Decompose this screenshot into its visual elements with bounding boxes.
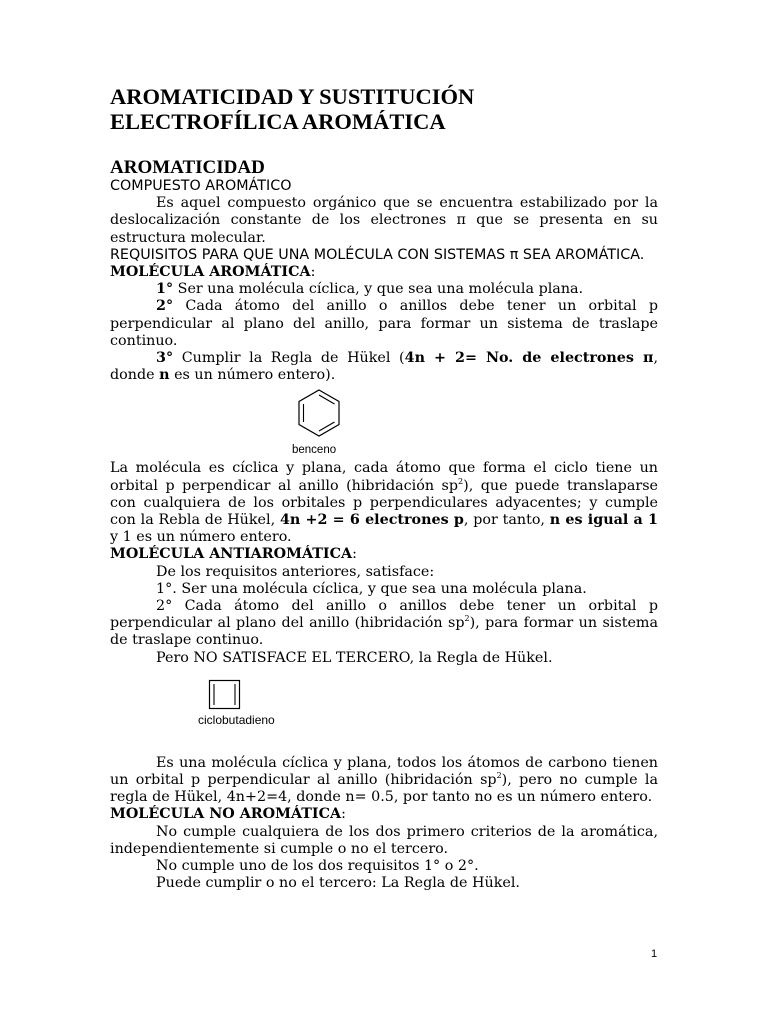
cyclobutadiene-caption: ciclobutadieno [198,712,275,727]
cyclobutadiene-figure [110,667,658,755]
aromatic-molecule-heading: MOLÉCULA AROMÁTICA: [110,264,316,281]
requirement-1: 1° Ser una molécula cíclica, y que sea una molécula plana. [156,281,584,298]
antiaromatic-line-4: Pero NO SATISFACE EL TERCERO, la Regla de Hükel. [156,649,553,666]
non-aromatic-line-1: No cumple cualquiera de los dos primero criterios de la aromática, independientemente si cumple o no el tercero. [110,823,658,857]
document-page [110,84,658,893]
non-aromatic-line-3: Puede cumplir o no el tercero: La Regla de Hükel. [156,875,520,892]
non-aromatic-line-2: No cumple uno de los dos requisitos 1° o 2°. [156,858,479,875]
subsection-compuesto-aromatico: COMPUESTO AROMÁTICO [110,178,292,194]
benzene-structure-icon [295,388,343,438]
title-line-1: AROMATICIDAD Y SUSTITUCIÓN [110,84,475,109]
title-line-2: ELECTROFÍLICA AROMÁTICA [110,109,446,134]
benzene-figure [110,384,658,460]
document-title [110,84,658,134]
cyclobutadiene-structure-icon [208,679,242,711]
benzene-paragraph: La molécula es cíclica y plana, cada átomo que forma el ciclo tiene un orbital p perpendicar al anillo (hibridación $sp^2$), que puede translaparse con cualquiera de los orbitales p perpendiculares adyacentes; y cumple con la Rebla de Hükel, 4n +2 = 6 electrones p, por tanto, n es igual a 1 y 1 es un número entero. [110,460,658,546]
antiaromatic-line-1: De los requisitos anteriores, satisface: [156,563,435,580]
antiaromatic-line-3: 2° Cada átomo del anillo o anillos debe tener un orbital p perpendicular al plano del anillo (hibridación $sp^2$), para formar un sistema de traslape continuo. [110,598,658,649]
requirements-heading: REQUISITOS PARA QUE UNA MOLÉCULA CON SISTEMAS π SEA AROMÁTICA. [110,246,645,263]
antiaromatic-line-2: 1°. Ser una molécula cíclica, y que sea una molécula plana. [156,580,587,597]
benzene-caption: benceno [292,444,337,457]
requirement-2: 2° Cada átomo del anillo o anillos debe tener un orbital p perpendicular al plano del anillo, para formar un sistema de traslape continuo. [110,298,658,349]
non-aromatic-heading: MOLÉCULA NO AROMÁTICA: [110,806,346,823]
section-heading-aromaticidad: AROMATICIDAD [110,157,265,178]
page-number: 1 [651,948,658,960]
cyclobutadiene-paragraph: Es una molécula cíclica y plana, todos los átomos de carbono tienen un orbital p perpendicular al anillo (hibridación $sp^2$), pero no cumple la regla de Hükel, 4n+2=4, donde n= 0.5, por tanto no es un número entero. [110,754,658,806]
definition-paragraph: Es aquel compuesto orgánico que se encuentra estabilizado por la deslocalización constante de los electrones π que se presenta en su estructura molecular. [110,195,658,246]
antiaromatic-heading: MOLÉCULA ANTIAROMÁTICA: [110,546,357,563]
requirement-3: 3° Cumplir la Regla de Hükel (4n + 2= No. de electrones π, donde n es un número entero). [110,350,658,384]
